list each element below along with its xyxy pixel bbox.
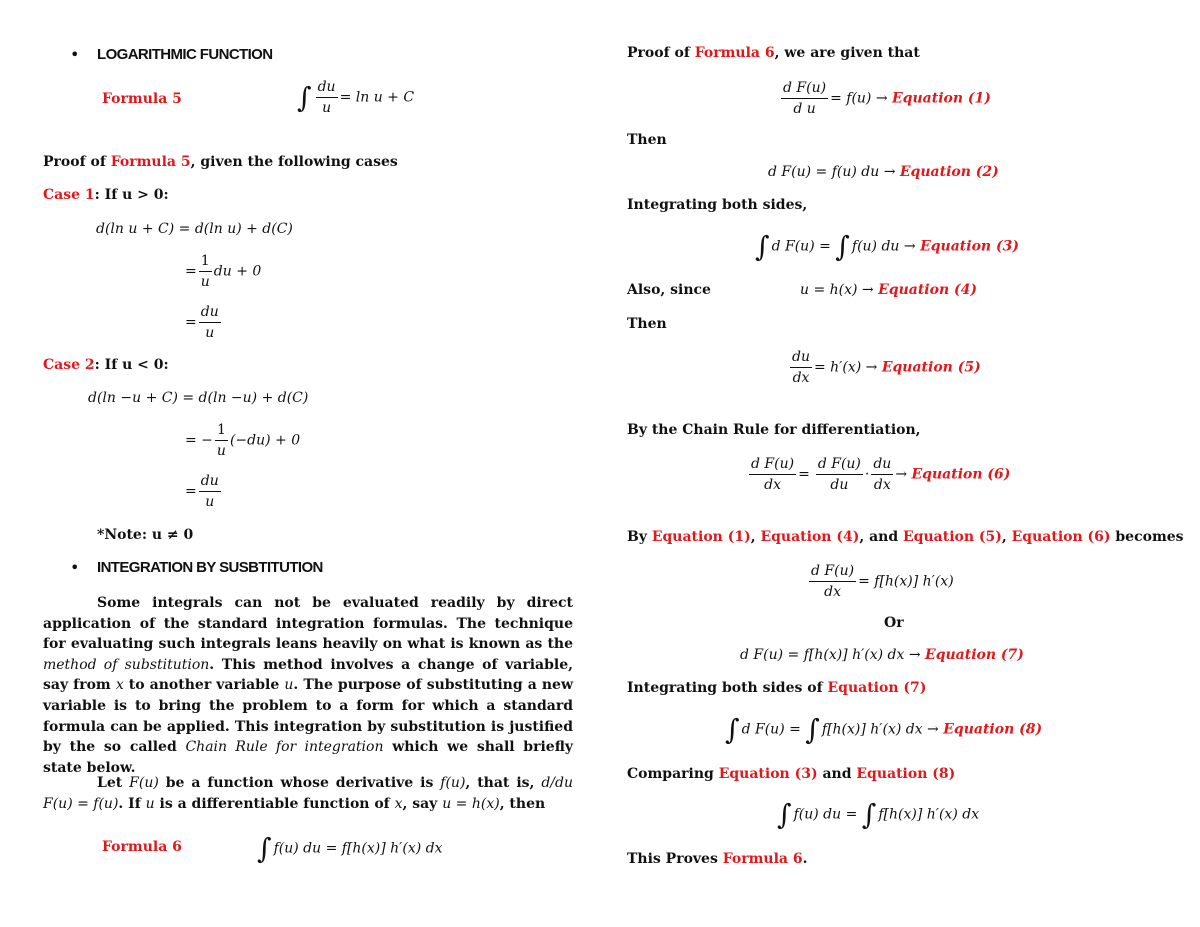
paragraph-segment: u	[284, 677, 294, 694]
integral-symbol: ∫	[755, 230, 770, 263]
case1-eq2: = $\frac{1}{u}$ du + 0	[185, 253, 262, 290]
formula6-label: Formula 6	[102, 839, 182, 855]
integrating-both-sides: Integrating both sides,	[627, 197, 808, 213]
note: *Note: u ≠ 0	[97, 527, 194, 543]
also-since: Also, since	[627, 282, 711, 298]
fraction: $\frac{du}{u}$	[317, 79, 336, 116]
integral-symbol: ∫	[835, 230, 850, 263]
chain-rule-line: By the Chain Rule for differentiation,	[627, 422, 921, 438]
paragraph-segment: be a function whose derivative is	[158, 775, 441, 791]
paragraph-segment: . The purpose of substituting a new variable is to bring the problem to a form for which a standard formula can be applied. This integration by substitution is justified by the so called	[43, 677, 573, 756]
case2-eq3: = $\frac{du}{u}$	[185, 473, 219, 510]
paragraph-segment: , say	[402, 795, 443, 812]
proves-line: This Proves Formula 6.	[627, 851, 808, 867]
bullet-icon: •	[70, 558, 80, 577]
paragraph-segment: . This method involves a change of variable, say from	[43, 656, 573, 694]
paragraph-segment: Let	[97, 775, 130, 791]
paragraph-segment: . If	[118, 795, 146, 812]
case2-eq1: d(ln −u + C) = d(ln −u) + d(C)	[88, 390, 309, 406]
equation-1: $\frac{\text{d F(u)}}{\text{d u}}$ = f(u) → Equation (1)	[783, 80, 991, 117]
integral-symbol: ∫	[777, 798, 792, 831]
equation-2: d F(u) = f(u) du → Equation (2)	[768, 164, 999, 180]
formula6-equation: ∫ f(u) du = f[h(x)] h′(x) dx	[257, 832, 443, 865]
equation-6: $\frac{\text{d F(u)}}{dx}$ = $\frac{\text{d F(u)}}{du}$ · $\frac{du}{dx}$ → Equation (6)	[751, 456, 1011, 493]
definition-paragraph	[43, 773, 573, 814]
case2-line: Case 2: If u < 0:	[43, 357, 169, 373]
integral-symbol: ∫	[805, 713, 820, 746]
formula5-equation: ∫ $\frac{du}{u}$ = ln u + C	[297, 79, 415, 116]
paragraph-segment: Some integrals can not be evaluated readily by direct application of the standard integration formulas. The technique for evaluating such integrals leans heavily on what is known as the	[43, 595, 573, 653]
paragraph-segment: to another variable	[123, 677, 285, 694]
paragraph-segment: method of substitution	[43, 656, 210, 673]
equation-5: $\frac{du}{dx}$ = h′(x) → Equation (5)	[792, 349, 981, 386]
final-equation: ∫ f(u) du = ∫ f[h(x)] h′(x) dx	[777, 798, 980, 831]
paragraph-segment: which we shall briefly state below.	[43, 739, 574, 776]
paragraph-segment: Chain Rule for integration	[185, 739, 384, 756]
paragraph-segment: u	[145, 795, 155, 812]
paragraph-segment: , then	[499, 795, 546, 812]
proof5-line: Proof of Formula 5, given the following cases	[43, 154, 398, 170]
integral-symbol: ∫	[257, 832, 272, 865]
paragraph-segment: , that is,	[465, 775, 542, 791]
equation-7: d F(u) = f[h(x)] h′(x) dx → Equation (7)	[740, 647, 1024, 663]
integrating-eq7-line: Integrating both sides of Equation (7)	[627, 680, 927, 696]
equation-4: u = h(x) → Equation (4)	[800, 282, 977, 298]
paragraph-segment: is a differentiable function of	[154, 795, 395, 812]
section-heading-logarithmic: LOGARITHMIC FUNCTION	[97, 46, 273, 63]
formula5-label: Formula 5	[102, 91, 182, 107]
equation-8: ∫ d F(u) = ∫ f[h(x)] h′(x) dx → Equation (8)	[725, 713, 1043, 746]
bullet-icon: •	[70, 45, 80, 64]
then-1: Then	[627, 132, 667, 148]
equation-3: ∫ d F(u) = ∫ f(u) du → Equation (3)	[755, 230, 1019, 263]
case1-line: Case 1: If u > 0:	[43, 187, 169, 203]
paragraph-segment: d/du F(u) = f(u)	[43, 775, 573, 812]
paragraph-segment: f(u)	[440, 775, 466, 791]
or-text: Or	[884, 615, 904, 631]
paragraph-segment: F(u)	[129, 775, 159, 791]
case1-eq3: = $\frac{du}{u}$	[185, 304, 219, 341]
case1-eq1: d(ln u + C) = d(ln u) + d(C)	[96, 221, 293, 237]
paragraph-segment: x	[115, 677, 124, 694]
integral-symbol: ∫	[297, 81, 312, 114]
integral-symbol: ∫	[725, 713, 740, 746]
proof6-line: Proof of Formula 6, we are given that	[627, 45, 920, 61]
equation-becomes: $\frac{\text{d F(u)}}{dx}$ = f[h(x)] h′(x)	[811, 563, 954, 600]
by-equations-line: By Equation (1), Equation (4), and Equation (5), Equation (6) becomes	[627, 529, 1184, 545]
case2-eq2: = − $\frac{1}{u}$ (−du) + 0	[185, 422, 301, 459]
then-2: Then	[627, 316, 667, 332]
paragraph-segment: x	[394, 795, 403, 812]
substitution-paragraph	[43, 593, 573, 778]
comparing-line: Comparing Equation (3) and Equation (8)	[627, 766, 956, 782]
section-heading-substitution: INTEGRATION BY SUSBTITUTION	[97, 559, 323, 576]
integral-symbol: ∫	[861, 798, 877, 831]
paragraph-segment: u = h(x)	[442, 795, 500, 812]
